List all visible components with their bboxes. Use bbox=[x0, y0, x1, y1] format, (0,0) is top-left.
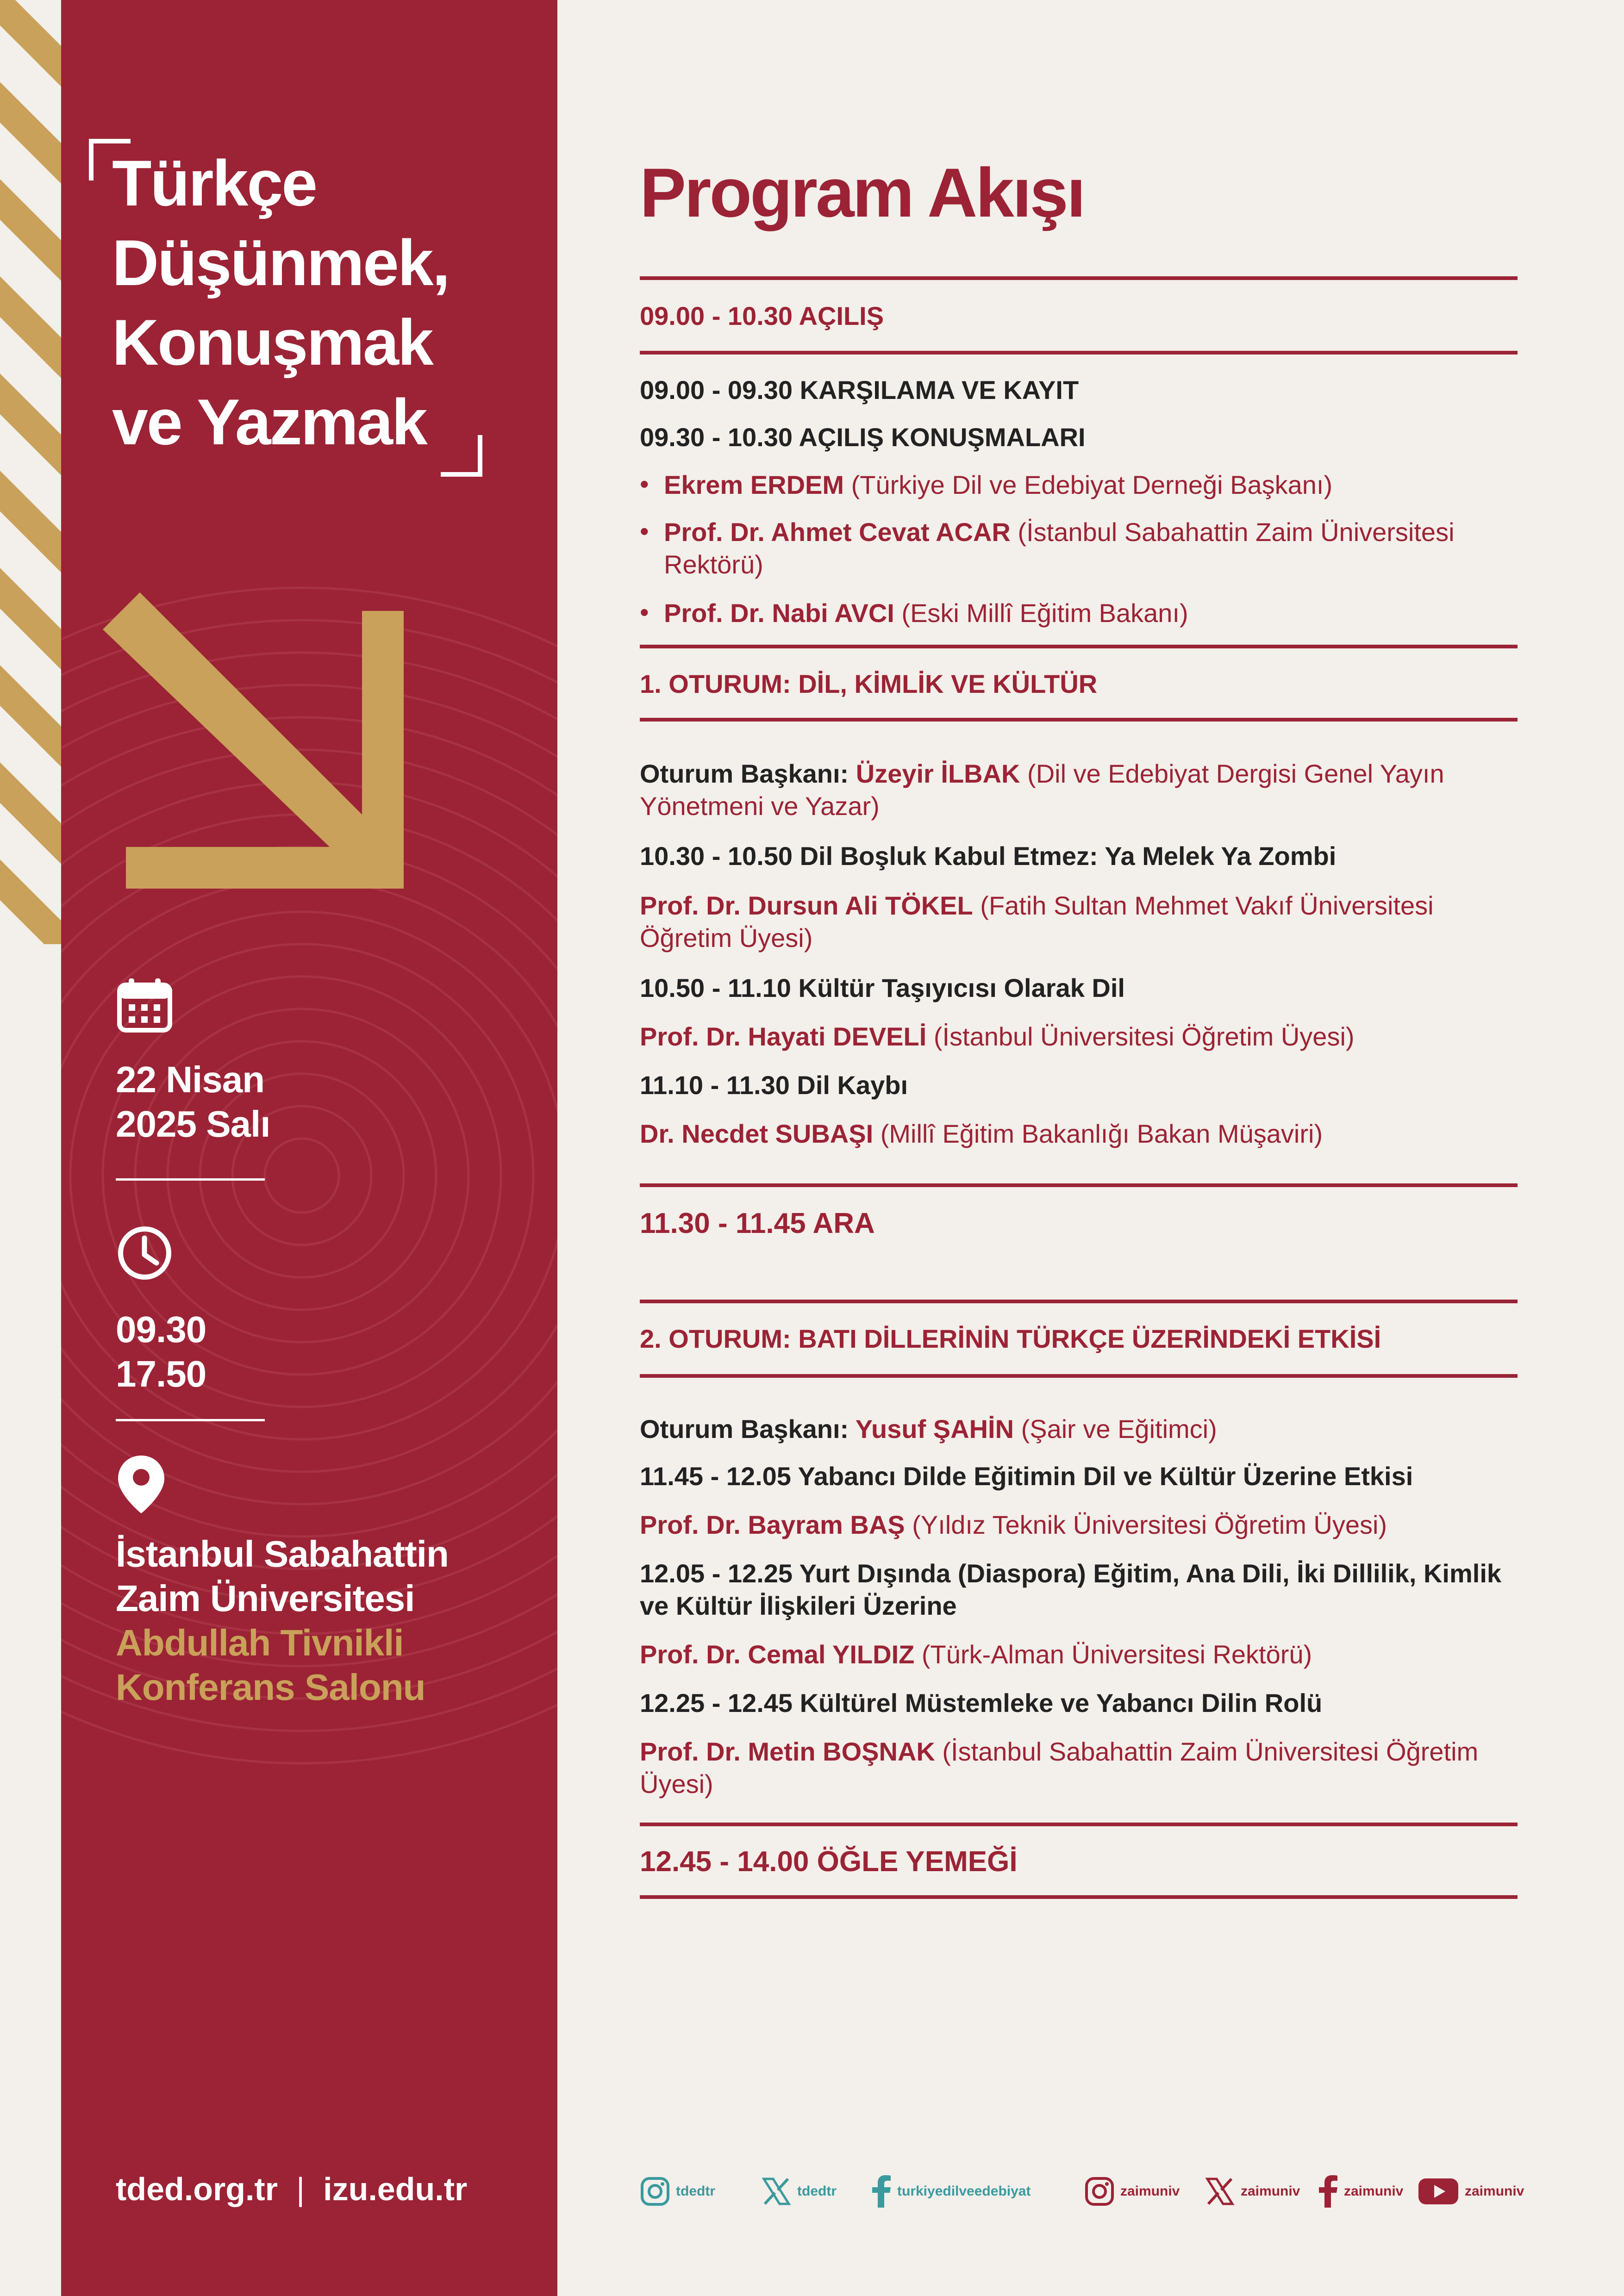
handle-label: zaimuniv bbox=[1241, 2184, 1300, 2199]
izu-youtube[interactable] bbox=[1418, 2175, 1524, 2208]
chair-role: (Şair ve Eğitimci) bbox=[1014, 1414, 1217, 1444]
speaker-role: (Yıldız Teknik Üniversitesi Öğretim Üyesi) bbox=[905, 1510, 1387, 1539]
speaker-name: Prof. Dr. Hayati DEVELİ bbox=[640, 1022, 927, 1051]
speaker-role: (Millî Eğitim Bakanlığı Bakan Müşaviri) bbox=[873, 1119, 1323, 1148]
venue-line: Zaim Üniversitesi bbox=[116, 1578, 415, 1619]
talk-speaker bbox=[640, 1118, 1518, 1150]
session2-title: 2. OTURUM: BATI DİLLERİNİN TÜRKÇE ÜZERİNDEKİ ETKİSİ bbox=[640, 1324, 1381, 1353]
talk-title: 12.25 - 12.45 Kültürel Müstemleke ve Yabancı Dilin Rolü bbox=[640, 1688, 1323, 1717]
speaker-role: (Türkiye Dil ve Edebiyat Derneği Başkanı) bbox=[844, 470, 1333, 499]
handle-label: zaimuniv bbox=[1465, 2184, 1524, 2199]
schedule-item: 09.00 - 09.30 KARŞILAMA VE KAYIT bbox=[640, 375, 1079, 404]
event-venue bbox=[116, 1532, 449, 1710]
time-line: 09.30 bbox=[116, 1309, 206, 1350]
talk-title: 12.05 - 12.25 Yurt Dışında (Diaspora) Eğitim, Ana Dili, İki Dillilik, Kimlik ve Kültür İlişkileri Üzerine bbox=[640, 1559, 1502, 1620]
divider bbox=[640, 645, 1518, 648]
talk-speaker bbox=[640, 1736, 1518, 1800]
location-pin-icon bbox=[116, 1453, 167, 1516]
social-links bbox=[640, 2175, 1547, 2208]
arrow-down-right-icon bbox=[103, 592, 441, 907]
bullet: • bbox=[640, 516, 649, 546]
tded-facebook[interactable] bbox=[871, 2175, 1031, 2208]
speaker-role: (İstanbul Sabahattin Zaim Üniversitesi Rektörü) bbox=[664, 517, 1455, 579]
speaker-name: Prof. Dr. Metin BOŞNAK bbox=[640, 1737, 935, 1766]
event-date bbox=[116, 1058, 270, 1146]
divider bbox=[640, 1895, 1518, 1899]
clock-icon bbox=[116, 1224, 174, 1282]
divider bbox=[116, 1419, 265, 1421]
sidebar bbox=[61, 0, 557, 2296]
tded-instagram[interactable] bbox=[640, 2175, 715, 2208]
speaker-item bbox=[664, 597, 1518, 629]
talk-speaker bbox=[640, 1509, 1518, 1541]
speaker-name: Ekrem ERDEM bbox=[664, 470, 844, 499]
footer-links bbox=[116, 2171, 467, 2208]
chair-name: Üzeyir İLBAK bbox=[856, 759, 1020, 788]
talk-title: 11.10 - 11.30 Dil Kaybı bbox=[640, 1070, 908, 1100]
chair-label: Oturum Başkanı: bbox=[640, 759, 856, 788]
speaker-name: Prof. Dr. Nabi AVCI bbox=[664, 598, 894, 628]
break-title: 11.30 - 11.45 ARA bbox=[640, 1207, 875, 1239]
date-line: 2025 Salı bbox=[116, 1103, 270, 1145]
divider bbox=[116, 1178, 265, 1181]
speaker-name: Prof. Dr. Ahmet Cevat ACAR bbox=[664, 517, 1011, 547]
hall-line: Konferans Salonu bbox=[116, 1667, 425, 1708]
title-bracket-bottom-right bbox=[441, 435, 482, 477]
instagram-icon bbox=[1084, 2176, 1115, 2207]
title-line: Düşünmek, bbox=[112, 226, 449, 299]
calendar-icon bbox=[116, 977, 174, 1034]
x-icon bbox=[1205, 2176, 1235, 2207]
divider bbox=[640, 276, 1518, 280]
talk-speaker bbox=[640, 890, 1518, 954]
schedule-item: 09.30 - 10.30 AÇILIŞ KONUŞMALARI bbox=[640, 423, 1086, 452]
title-line: ve Yazmak bbox=[112, 386, 426, 458]
speaker-role: (İstanbul Üniversitesi Öğretim Üyesi) bbox=[926, 1022, 1355, 1051]
youtube-icon bbox=[1418, 2177, 1459, 2206]
hall-line: Abdullah Tivnikli bbox=[116, 1622, 404, 1663]
divider bbox=[640, 1374, 1518, 1378]
venue-line: İstanbul Sabahattin bbox=[116, 1533, 449, 1574]
speaker-role: (İstanbul Sabahattin Zaim Üniversitesi Öğretim Üyesi) bbox=[640, 1737, 1479, 1798]
link-separator: | bbox=[296, 2171, 305, 2207]
handle-label: tdedtr bbox=[797, 2184, 837, 2199]
opening-title: 09.00 - 10.30 AÇILIŞ bbox=[640, 301, 884, 330]
talk-title: 11.45 - 12.05 Yabancı Dilde Eğitimin Dil ve Kültür Üzerine Etkisi bbox=[640, 1462, 1413, 1491]
chair-label: Oturum Başkanı: bbox=[640, 1414, 856, 1444]
handle-label: zaimuniv bbox=[1344, 2184, 1404, 2199]
decorative-stripes bbox=[0, 0, 61, 944]
time-line: 17.50 bbox=[116, 1353, 206, 1394]
izu-link[interactable]: izu.edu.tr bbox=[323, 2171, 468, 2207]
bullet: • bbox=[640, 597, 649, 627]
divider bbox=[640, 1183, 1518, 1187]
talk-speaker bbox=[640, 1020, 1518, 1053]
izu-x[interactable] bbox=[1205, 2175, 1300, 2208]
date-line: 22 Nisan bbox=[116, 1059, 265, 1100]
facebook-icon bbox=[1318, 2175, 1338, 2208]
talk-title: 10.50 - 11.10 Kültür Taşıyıcısı Olarak Dil bbox=[640, 973, 1125, 1002]
session1-title: 1. OTURUM: DİL, KİMLİK VE KÜLTÜR bbox=[640, 669, 1098, 698]
tded-link[interactable]: tded.org.tr bbox=[116, 2171, 278, 2207]
chair-role: (Dil ve Edebiyat Dergisi Genel Yayın Yönetmeni ve Yazar) bbox=[640, 759, 1444, 821]
facebook-icon bbox=[871, 2175, 892, 2208]
page-title: Program Akışı bbox=[640, 154, 1084, 231]
izu-facebook[interactable] bbox=[1318, 2175, 1403, 2208]
talk-title: 10.30 - 10.50 Dil Boşluk Kabul Etmez: Ya Melek Ya Zombi bbox=[640, 841, 1337, 871]
chair-name: Yusuf ŞAHİN bbox=[855, 1414, 1014, 1444]
x-icon bbox=[761, 2176, 792, 2207]
speaker-item bbox=[664, 469, 1518, 501]
title-line: Konuşmak bbox=[112, 306, 432, 379]
divider bbox=[640, 1300, 1518, 1303]
session1-chair bbox=[640, 758, 1518, 822]
tded-x[interactable] bbox=[761, 2175, 837, 2208]
divider bbox=[640, 718, 1518, 722]
lunch-title: 12.45 - 14.00 ÖĞLE YEMEĞİ bbox=[640, 1846, 1018, 1878]
speaker-item bbox=[664, 516, 1518, 581]
handle-label: zaimuniv bbox=[1120, 2184, 1180, 2199]
title-line: Türkçe bbox=[112, 147, 317, 219]
event-time bbox=[116, 1307, 206, 1396]
bullet: • bbox=[640, 469, 649, 498]
divider bbox=[640, 1823, 1518, 1826]
speaker-name: Prof. Dr. Cemal YILDIZ bbox=[640, 1640, 915, 1669]
handle-label: tdedtr bbox=[676, 2184, 715, 2199]
event-title bbox=[112, 143, 519, 462]
handle-label: turkiyedilveedebiyat bbox=[897, 2184, 1031, 2199]
session2-chair bbox=[640, 1413, 1518, 1445]
speaker-role: (Fatih Sultan Mehmet Vakıf Üniversitesi Öğretim Üyesi) bbox=[640, 891, 1434, 952]
speaker-role: (Eski Millî Eğitim Bakanı) bbox=[894, 598, 1188, 628]
speaker-name: Prof. Dr. Bayram BAŞ bbox=[640, 1510, 905, 1539]
instagram-icon bbox=[640, 2176, 670, 2207]
divider bbox=[640, 351, 1518, 355]
izu-instagram[interactable] bbox=[1084, 2175, 1180, 2208]
speaker-role: (Türk-Alman Üniversitesi Rektörü) bbox=[914, 1640, 1312, 1669]
talk-speaker bbox=[640, 1638, 1518, 1671]
speaker-name: Dr. Necdet SUBAŞI bbox=[640, 1119, 874, 1148]
speaker-name: Prof. Dr. Dursun Ali TÖKEL bbox=[640, 891, 973, 920]
